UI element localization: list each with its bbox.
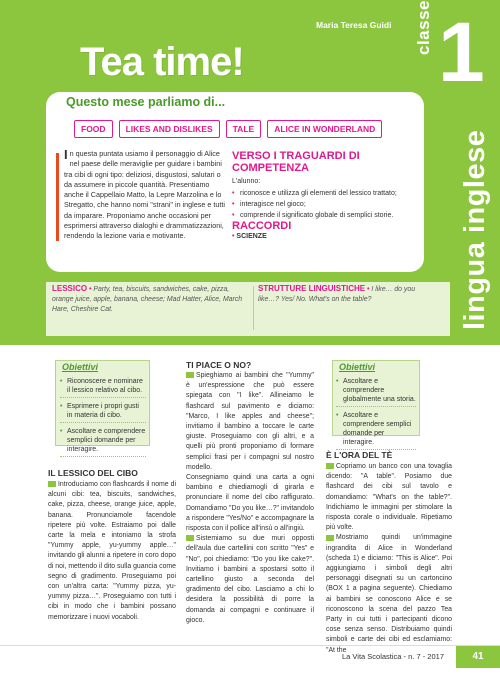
competenze-list (232, 188, 422, 221)
tag-alice: ALICE IN WONDERLAND (267, 120, 382, 138)
footer-divider (0, 645, 500, 646)
intro-dropcap: I (64, 147, 68, 162)
intro-accent-bar (56, 153, 59, 241)
page-number: 41 (456, 646, 500, 668)
col1-text (48, 480, 176, 623)
list-item: • Ascoltare e comprendere globalmente una storia. (336, 377, 416, 407)
subject-label: lingua inglese (459, 129, 491, 330)
col2-text (186, 371, 314, 626)
col3-para-a: Copriamo un banco con una tovaglia dicendo: "A table". Posiamo due flashcard dei cibi sul tavolo e domandiamo: "What's on the table?". Indichiamo le immagini per stimolare la risposta corale o individuale. Ripetiamo più volte. (326, 463, 452, 532)
col2-para-a: Spieghiamo ai bambini che "Yummy" è un'espressione che può essere spiegata con "I like". Allineiamo le flashcard sul pavimento e diciamo: "Marco, I like apples and cheese"; invitiamo il bambino a toccare le carte giuste. Proseguiamo con gli altri, e a quelli più pronti proponiamo di formare semplici frasi per i compagni sul nostro modello. (186, 372, 314, 471)
col2-title: TI PIACE O NO? (186, 360, 252, 370)
col2-para-c: Sistemiamo su due muri opposti dell'aula due cartellini con scritto "Yes" e "No", poi chiediamo: "Do you like cake?". Invitiamo i bambini a spostarsi sotto il cartellino giusto a seconda del gradimento del cibo. Lasciamo a chi lo desidera la possibilità di porre la domanda ai compagni e continuare il gioco. (186, 535, 314, 624)
tag-likes: LIKES AND DISLIKES (119, 120, 220, 138)
tag-tale: TALE (226, 120, 262, 138)
raccordi-section (232, 220, 291, 240)
competenze-title: VERSO I TRAGUARDI DI COMPETENZA (232, 150, 360, 174)
strutture-label: STRUTTURE LINGUISTICHE (258, 284, 366, 293)
green-square-icon (186, 535, 194, 541)
col1-body: Introduciamo con flashcards il nome di alcuni cibi: tea, biscuits, sandwiches, cake, pizza, cheese, orange juice, apple, banana. Pronunciamole facendole ripetere più volte. Estraiamo poi dalle carte la mela e intoniamo la strofa "Yummy apple, yu-yummy apple…" invitando gli alunni a ripetere in coro dopo di noi, mettendo il dito sulla guancia come segno di gradimento. Proseguiamo poi con un'altra carta: "Yummy pizza, yu-yummy pizza…". Proseguiamo con tutti i cibi in modo che i bambini possano memorizzare i nuovi vocaboli. (48, 481, 176, 621)
raccordi-item: • SCIENZE (232, 233, 267, 240)
classe-label: classe (414, 0, 433, 55)
intro-section (56, 149, 228, 253)
green-square-icon (326, 463, 334, 469)
strutture: STRUTTURE LINGUISTICHE • I like… do you like…? Yes/ No. What's on the table? (258, 284, 416, 303)
intro-body: n questa puntata usiamo il personaggio di Alice nel paese delle meraviglie per guidare i bambini tra cibi di ogni tipo: deliziosi, disgustosi, salutari o da assumere in piccole quantità. Presentiamo anche il Cappellaio Matto, la Lepre Marzolina e lo Stregatto, che hanno nomi "strani" in inglese e tutti da imparare. Proponiamo anche occasioni per esprimersi attraverso dialoghi e drammatizzazioni, rendendo la lezione varia e motivante. (64, 149, 225, 241)
green-square-icon (48, 481, 56, 487)
col3-para-b: Mostriamo quindi un'immagine ingrandita di Alice in Wonderland (scheda 1) e diciamo: "This is Alice". Poi aggiungiamo i simboli degli altri personaggi disegnati su un cartoncino (BOX 1 a pagina seguente). Chiediamo ai bambini se conoscono Alice e se riconoscono la scena del pazzo Tea Party in cui tutti i partecipanti dicono cose senza senso. Distribuiamo quindi simboli e carte dei cibi ed esclamiamo: "At the (326, 534, 452, 654)
topic-tags (74, 120, 382, 138)
col1-title: IL LESSICO DEL CIBO (48, 468, 138, 478)
competenze-intro: L'alunno: (232, 178, 261, 185)
col2-para-b: Consegniamo quindi una carta a ogni bambino e chiediamogli di girarla e pronunciare il nome del cibo raffigurato. Domandiamo "Do you like…?" invitandolo a rispondere "Yes/No" e accompagnare la risposta con il pollice all'insù o all'ingiù. (186, 474, 314, 533)
raccordi-item-label: SCIENZE (236, 233, 267, 240)
col3-text (326, 462, 452, 656)
list-item: • comprende il significato globale di semplici storie. (232, 210, 422, 221)
page-title: Tea time! (80, 40, 244, 84)
list-item: • Ascoltare e comprendere semplici domande per interagire. (336, 411, 416, 450)
green-square-icon (326, 535, 334, 541)
list-item: • Ascoltare e comprendere semplici domande per interagire. (60, 427, 146, 457)
lessico-text: Party, tea, biscuits, sandwiches, cake, pizza, orange juice, apple, banana, cheese; Mad Hatter, Alice, March Hare, Cheshire Cat. (52, 286, 243, 313)
author-name: Maria Teresa Guidi (316, 20, 392, 30)
competenze-section (232, 150, 422, 221)
list-item: • Riconoscere e nominare il lessico relativo al cibo. (60, 377, 146, 398)
raccordi-title: RACCORDI (232, 220, 292, 232)
strutture-text: I like… do you like…? Yes/ No. What's on the table? (258, 286, 416, 303)
list-item: • interagisce nel gioco; (232, 199, 422, 210)
lessico-label: LESSICO (52, 284, 88, 293)
obiettivi-left-title: Obiettivi (62, 362, 99, 372)
list-item: • Esprimere i propri gusti in materia di cibo. (60, 402, 146, 423)
list-item: • riconosce e utilizza gli elementi del lessico trattato; (232, 188, 422, 199)
col3-title: È L'ORA DEL TÈ (326, 450, 393, 460)
tag-food: FOOD (74, 120, 113, 138)
obiettivi-left-list (60, 377, 146, 461)
obiettivi-right-title: Obiettivi (339, 362, 376, 372)
classe-number: 1 (438, 5, 485, 99)
green-square-icon (186, 372, 194, 378)
obiettivi-right-list (336, 377, 416, 454)
month-title: Questo mese parliamo di... (66, 95, 226, 109)
journal-footer: La Vita Scolastica - n. 7 - 2017 (341, 652, 444, 661)
lessico: LESSICO • Party, tea, biscuits, sandwiches, cake, pizza, orange juice, apple, banana, cheese; Mad Hatter, Alice, March Hare, Cheshire Cat. (52, 284, 243, 313)
band-divider (253, 286, 254, 330)
intro-text (64, 149, 229, 242)
